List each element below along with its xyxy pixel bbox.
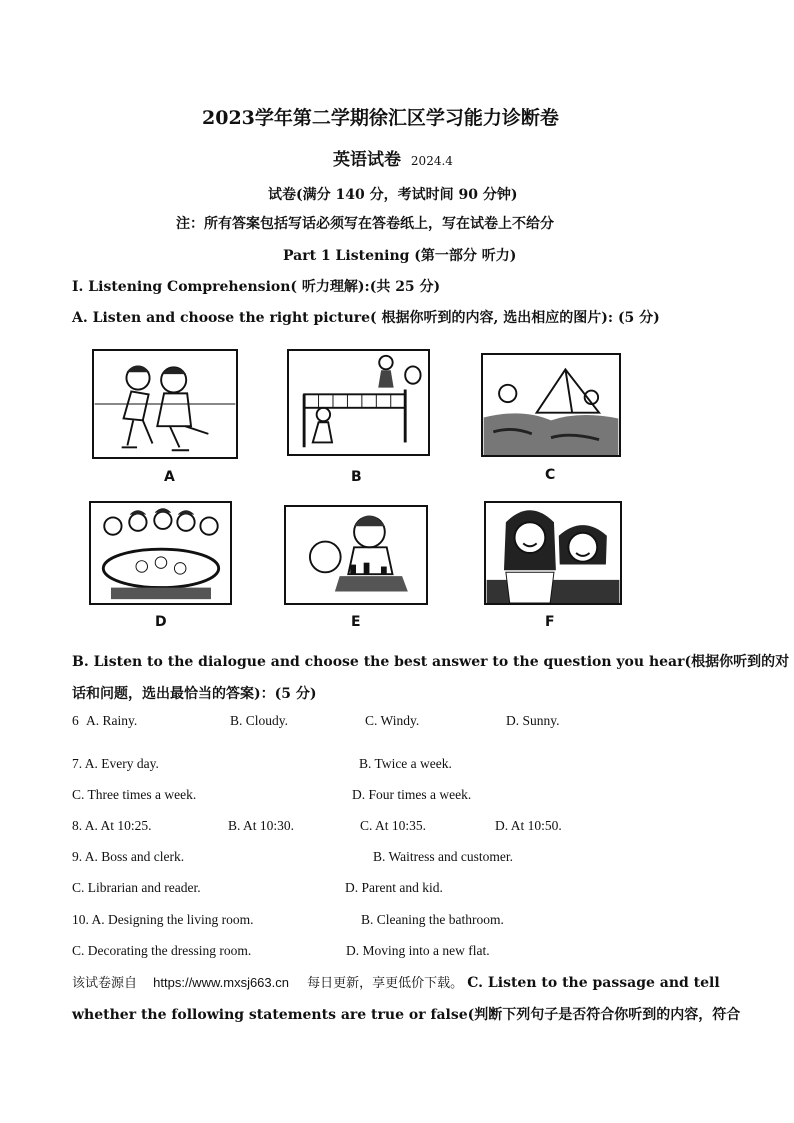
exam-title: 2023学年第二学期徐汇区学习能力诊断卷 [202, 107, 559, 129]
section1-heading: I. Listening Comprehension( 听力理解):(共 25 分) [72, 279, 441, 295]
source-line [72, 972, 720, 991]
q7-option-b: B. Twice a week. [359, 756, 452, 771]
picture-c-label: C [545, 467, 556, 483]
q10-option-c: C. Decorating the dressing room. [72, 943, 252, 958]
picture-a-label: A [164, 469, 175, 485]
camping-illustration [483, 355, 619, 455]
picture-b [287, 349, 430, 456]
sectionA-heading: A. Listen and choose the right picture( 根据你听到的内容, 选出相应的图片): (5 分) [72, 310, 660, 326]
sectionC-heading-line2: whether the following statements are true or false(判断下列句子是否符合你听到的内容，符合 [72, 1007, 741, 1023]
q7-option-d: D. Four times a week. [352, 787, 472, 802]
q8-option-d: D. At 10:50. [495, 818, 562, 833]
q6-number: 6 [72, 713, 79, 728]
q7-option-c: C. Three times a week. [72, 787, 197, 802]
q6-option-a: A. Rainy. [86, 713, 138, 728]
picture-f [484, 501, 622, 605]
source-suffix: 每日更新，享更低价下载。 [307, 976, 464, 991]
exam-date: 2024.4 [410, 154, 453, 168]
skating-kids-illustration [94, 351, 236, 457]
sectionB-heading-line2: 话和问题，选出最恰当的答案)：(5 分) [72, 686, 317, 702]
picture-d-label: D [155, 614, 167, 630]
q9-option-a: 9. A. Boss and clerk. [72, 849, 185, 864]
family-dinner-illustration [91, 503, 230, 603]
q9-option-b: B. Waitress and customer. [373, 849, 514, 864]
q6-option-c: C. Windy. [365, 713, 420, 728]
picture-f-label: F [545, 614, 555, 630]
picture-e [284, 505, 428, 605]
picture-d [89, 501, 232, 605]
sectionC-heading-start: C. Listen to the passage and tell [467, 975, 720, 991]
subject-title [333, 145, 453, 170]
picture-e-label: E [351, 614, 361, 630]
picture-a [92, 349, 238, 459]
part1-heading: Part 1 Listening (第一部分 听力) [283, 248, 517, 264]
picture-c [481, 353, 621, 457]
picture-b-label: B [351, 469, 362, 485]
q10-option-a: 10. A. Designing the living room. [72, 912, 254, 927]
sectionB-heading-line1: B. Listen to the dialogue and choose the best answer to the question you hear(根据你听到的对 [72, 654, 790, 670]
subject-name: 英语试卷 [333, 150, 401, 170]
q10-option-d: D. Moving into a new flat. [346, 943, 490, 958]
q8-option-a: 8. A. At 10:25. [72, 818, 152, 833]
q6-option-d: D. Sunny. [506, 713, 560, 728]
q7-option-a: 7. A. Every day. [72, 756, 159, 771]
q8-option-c: C. At 10:35. [360, 818, 427, 833]
q8-option-b: B. At 10:30. [228, 818, 295, 833]
badminton-illustration [289, 351, 428, 454]
q9-option-c: C. Librarian and reader. [72, 880, 201, 895]
exam-info: 试卷(满分 140 分，考试时间 90 分钟) [268, 187, 518, 203]
exam-note: 注：所有答案包括写话必须写在答卷纸上，写在试卷上不给分 [176, 216, 554, 232]
q9-option-d: D. Parent and kid. [345, 880, 443, 895]
chess-illustration [286, 507, 426, 603]
q6-option-b: B. Cloudy. [230, 713, 289, 728]
source-url[interactable]: https://www.mxsj663.cn [153, 975, 289, 990]
q10-option-b: B. Cleaning the bathroom. [361, 912, 504, 927]
two-girls-illustration [486, 503, 620, 603]
source-prefix: 该试卷源自 [72, 976, 138, 991]
